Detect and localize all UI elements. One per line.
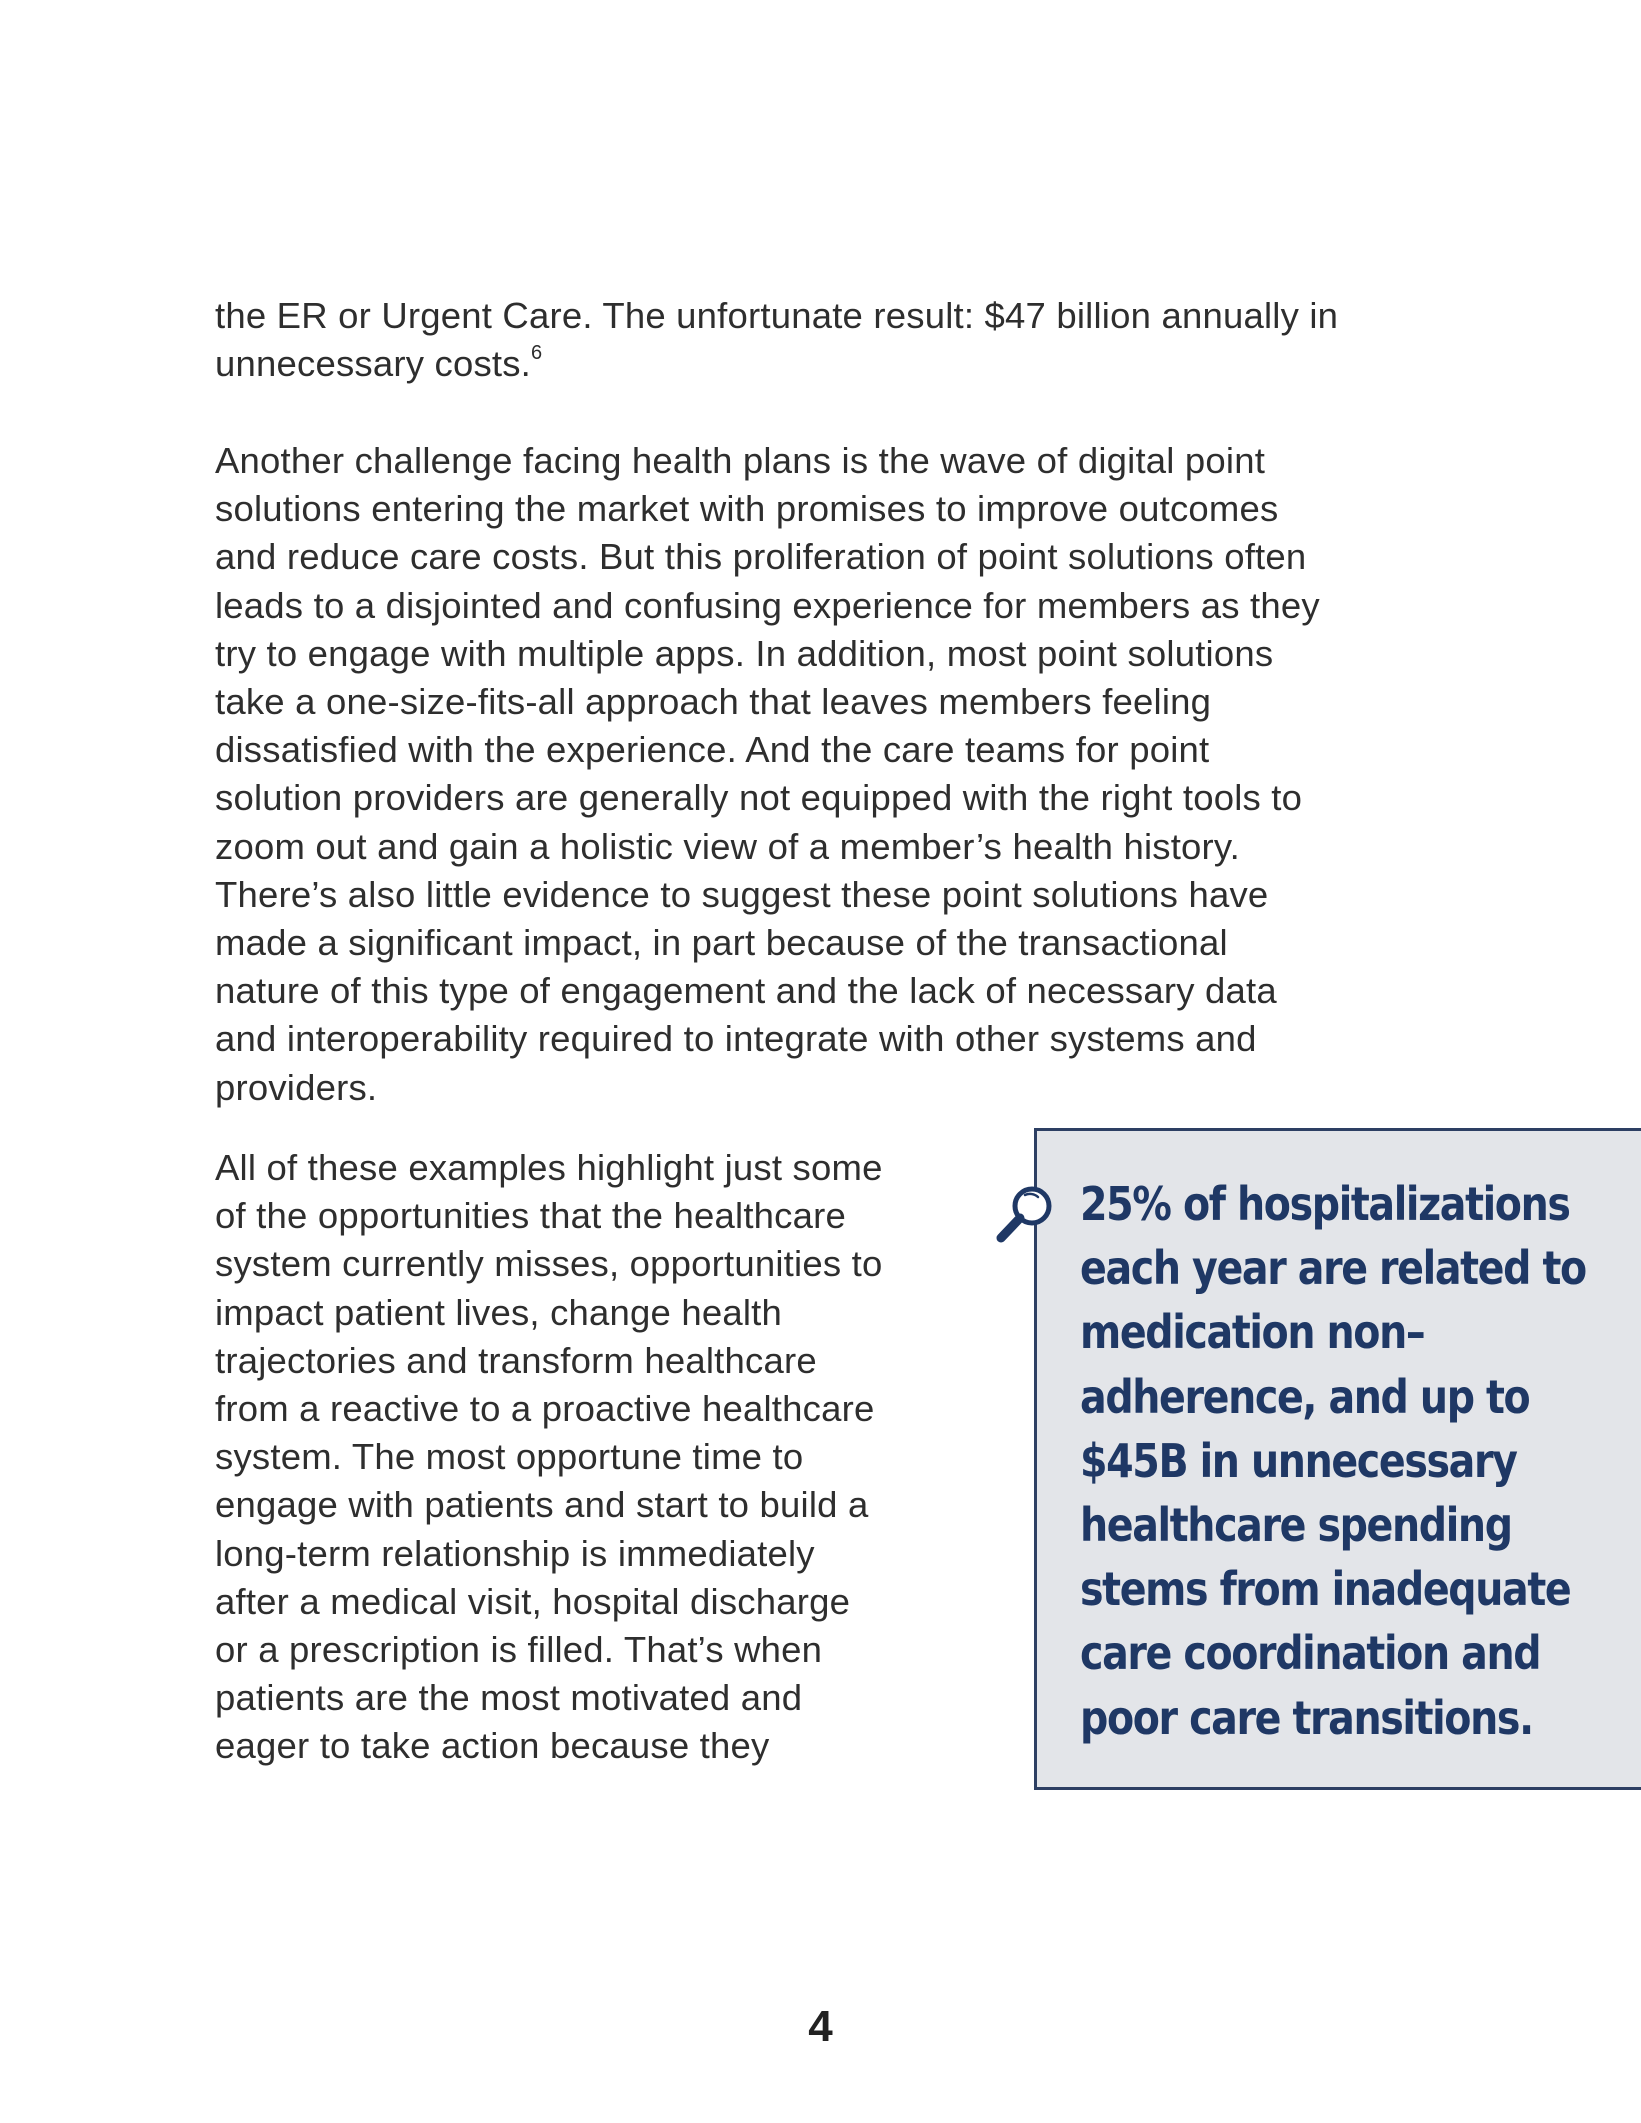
text-line: try to engage with multiple apps. In addition, most point solutions bbox=[215, 632, 1274, 674]
page-number: 4 bbox=[808, 2002, 833, 2051]
callout-line: medication non– bbox=[1080, 1305, 1425, 1360]
text-line: and reduce care costs. But this proliferation of point solutions often bbox=[215, 536, 1307, 578]
text-line: leads to a disjointed and confusing experience for members as they bbox=[215, 584, 1320, 626]
callout-line: $45B in unnecessary bbox=[1080, 1433, 1517, 1488]
callout-line: healthcare spending bbox=[1080, 1498, 1512, 1553]
text-line bbox=[215, 340, 1338, 388]
text-line: trajectories and transform healthcare bbox=[215, 1339, 817, 1381]
text-line: take a one-size-fits-all approach that leaves members feeling bbox=[215, 681, 1212, 723]
text-line: eager to take action because they bbox=[215, 1725, 770, 1767]
footnote-marker: 6 bbox=[531, 342, 543, 365]
text-line: impact patient lives, change health bbox=[215, 1291, 783, 1333]
callout-statistic bbox=[1080, 1172, 1586, 1750]
magnifying-glass-icon bbox=[994, 1183, 1056, 1245]
callout-line: each year are related to bbox=[1080, 1241, 1586, 1296]
text-line: engage with patients and start to build a bbox=[215, 1484, 869, 1526]
text-line: Another challenge facing health plans is the wave of digital point bbox=[215, 440, 1266, 481]
text-line: solutions entering the market with promises to improve outcomes bbox=[215, 488, 1279, 530]
callout-line: 25% of hospitalizations bbox=[1080, 1177, 1570, 1231]
text-line: providers. bbox=[215, 1066, 378, 1108]
text-line: There’s also little evidence to suggest these point solutions have bbox=[215, 873, 1269, 915]
callout-line: poor care transitions. bbox=[1080, 1690, 1533, 1745]
text-line: and interoperability required to integrate with other systems and bbox=[215, 1018, 1257, 1060]
text-fragment: unnecessary costs. bbox=[215, 343, 532, 385]
text-line: nature of this type of engagement and the lack of necessary data bbox=[215, 970, 1277, 1012]
text-line: the ER or Urgent Care. The unfortunate result: $47 billion annually in bbox=[215, 295, 1339, 336]
paragraph-point-solutions bbox=[215, 437, 1320, 1112]
text-line: solution providers are generally not equipped with the right tools to bbox=[215, 777, 1303, 819]
text-line: made a significant impact, in part because of the transactional bbox=[215, 922, 1228, 964]
paragraph-er-costs bbox=[215, 292, 1338, 388]
text-line: or a prescription is filled. That’s when bbox=[215, 1629, 823, 1671]
callout-line: care coordination and bbox=[1080, 1626, 1541, 1681]
text-line: system. The most opportune time to bbox=[215, 1436, 804, 1478]
text-line: zoom out and gain a holistic view of a member’s health history. bbox=[215, 825, 1240, 867]
text-line: from a reactive to a proactive healthcare bbox=[215, 1388, 875, 1430]
text-line: of the opportunities that the healthcare bbox=[215, 1195, 846, 1237]
text-line: patients are the most motivated and bbox=[215, 1677, 803, 1719]
text-line: after a medical visit, hospital discharge bbox=[215, 1580, 851, 1622]
callout-line: adherence, and up to bbox=[1080, 1369, 1530, 1424]
callout-line: stems from inadequate bbox=[1080, 1562, 1571, 1617]
text-line: system currently misses, opportunities to bbox=[215, 1243, 883, 1285]
text-line: dissatisfied with the experience. And the care teams for point bbox=[215, 729, 1210, 771]
text-line: long-term relationship is immediately bbox=[215, 1532, 815, 1574]
text-line: All of these examples highlight just some bbox=[215, 1147, 883, 1188]
paragraph-opportunities bbox=[215, 1144, 883, 1771]
